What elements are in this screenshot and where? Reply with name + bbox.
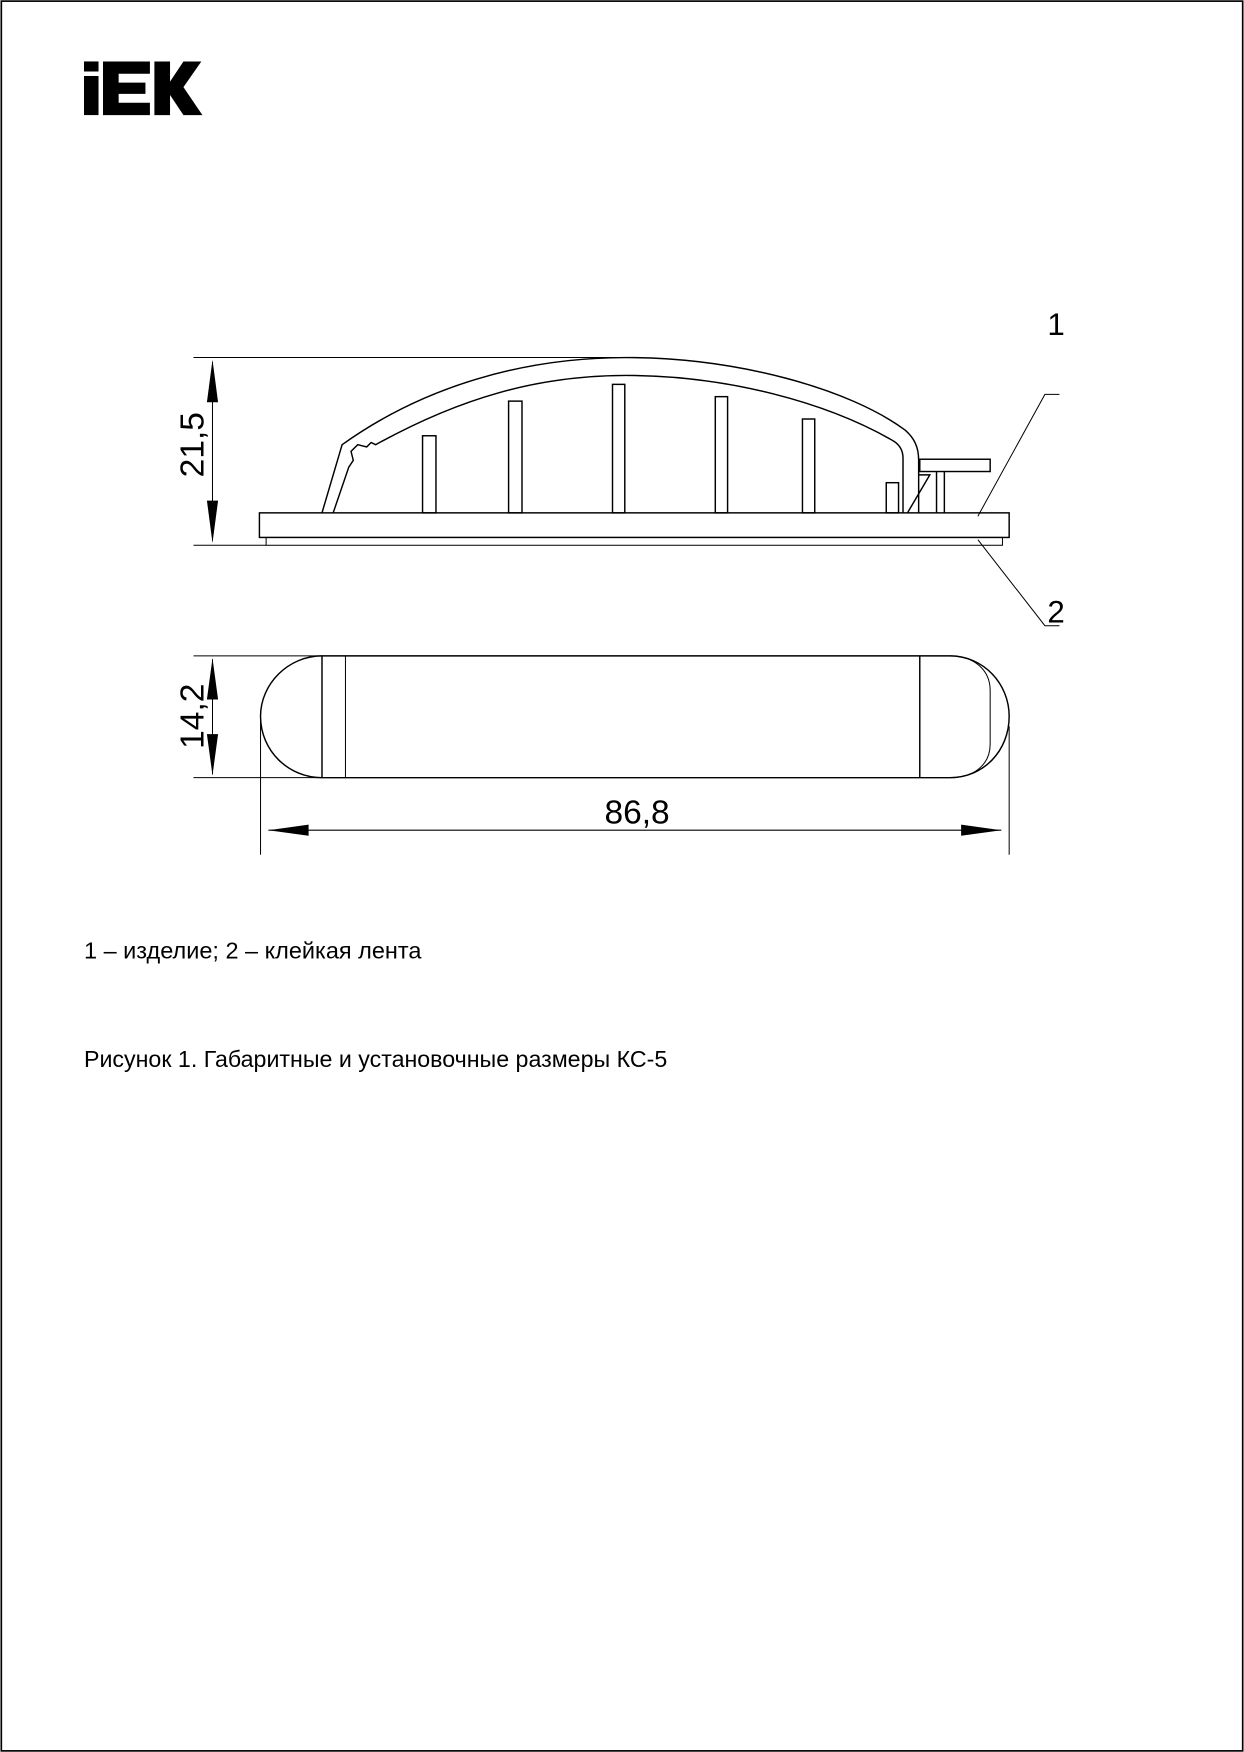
callout-1: 1	[1047, 307, 1065, 343]
width-dimension-label: 14,2	[174, 683, 212, 749]
page-border	[1, 1, 1242, 1751]
figure-caption: Рисунок 1. Габаритные и установочные размеры КС-5	[83, 1046, 668, 1073]
callout-2: 2	[1047, 594, 1065, 630]
legend-text: 1 – изделие; 2 – клейкая лента	[83, 937, 423, 964]
height-dimension-label: 21,5	[174, 412, 212, 478]
length-dimension-label: 86,8	[604, 794, 670, 832]
